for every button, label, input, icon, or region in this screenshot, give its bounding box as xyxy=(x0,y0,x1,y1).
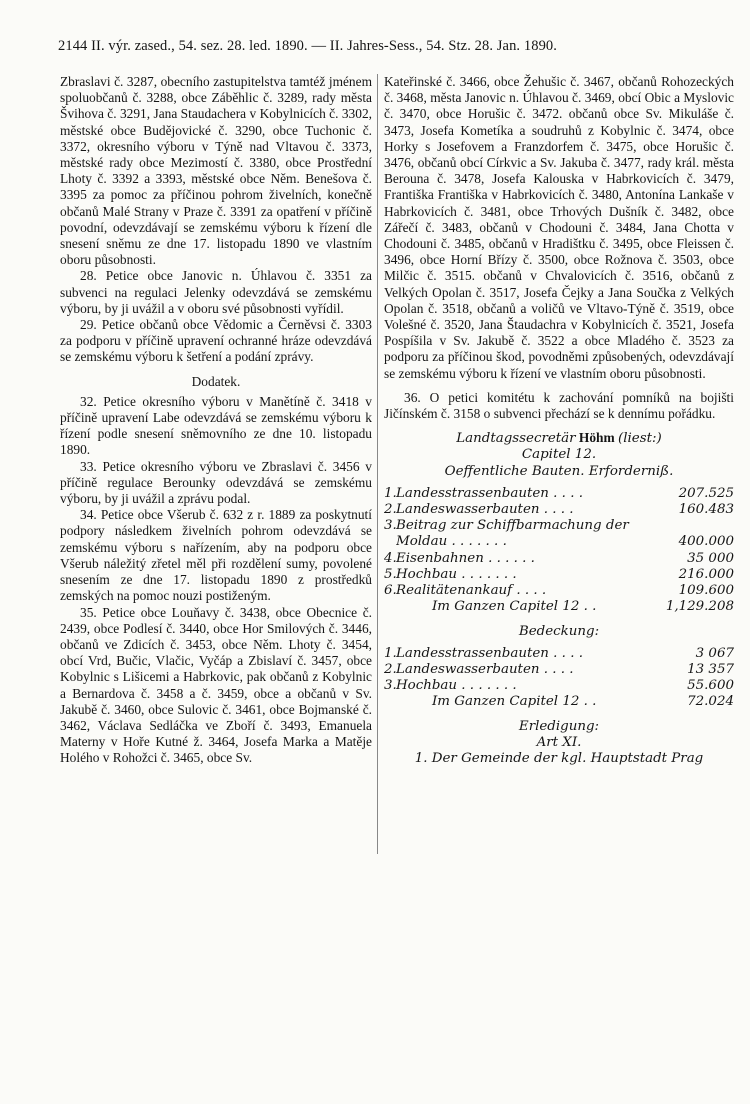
budget-row: 1. Landesstrassenbauten . . . . 207.525 xyxy=(384,485,734,501)
petition-35: 35. Petice obce Louňavy č. 3438, obce Obecnice č. 2439, obce Podlesí č. 3440, obce Hor Smilových č. 3446, občanů ve Zdicích č. 3453, obce Něm. Lhoty č. 3454, obcí Vrd, Bučic, Vlačic, Vyčáp a Zbislaví č. 3457, obce Kobylnic s Lišicemi a Habrkovic, pak občanů z Kobylnic a Bernardova č. 3458 a č. 3459, obce a občanů v Sv. Jakubě č. 3460, obce Sulovic č. 3461, obce Bojmanské č. 3462, Václava Sedláčka ve Zboří č. 3493, Emanuela Materny v Hoře Kutné ž. 3464, Josefa Marka a Matěje Holého v Rohožci č. 3465, obce Sv. xyxy=(60,604,372,766)
petition-28: 28. Petice obce Janovic n. Úhlavou č. 3351 za subvenci na regulaci Jelenky odevzdává se zemskému výboru, by ji uvážil a v oboru své působnosti vyřídil. xyxy=(60,268,372,316)
budget-row: 2. Landeswasserbauten . . . . 160.483 xyxy=(384,502,734,518)
budget-total: Im Ganzen Capitel 12 . . 1,129.208 xyxy=(432,599,734,615)
petition-29: 29. Petice občanů obce Vědomic a Černěvsi č. 3303 za podporu v příčině upravení ochranné hráze odevzdává se zemskému výboru k šetření a podání zprávy. xyxy=(60,317,372,365)
reader-name: Höhm xyxy=(578,430,615,446)
chapter-title: Capitel 12. xyxy=(521,447,597,463)
settlement-heading: Erledigung: xyxy=(518,718,600,734)
cover-total: Im Ganzen Capitel 12 . . 72.024 xyxy=(432,694,734,710)
last-line: 1. Der Gemeinde der kgl. Hauptstadt Prag xyxy=(414,750,704,766)
cover-row: 1. Landesstrassenbauten . . . . 3 067 xyxy=(384,645,734,661)
cover-table xyxy=(384,646,734,711)
petition-32: 32. Petice okresního výboru v Manětíně č. 3418 v příčině upravení Labe odevzdává se zemskému výboru k řízení podle snesení sněmovního ze dne 10. listopadu 1890. xyxy=(60,393,372,458)
cover-heading: Bedeckung: xyxy=(518,623,600,639)
reader-title: Landtagssecretär xyxy=(456,431,576,447)
article-heading: Art XI. xyxy=(536,734,582,750)
petition-36: 36. O petici komitétu k zachování pomníků na bojišti Jičínském č. 3158 o subvenci přechází se k dennímu pořádku. xyxy=(384,389,734,422)
cover-row: 3. Hochbau . . . . . . . 55.600 xyxy=(384,678,734,694)
budget-table xyxy=(384,486,734,616)
petition-34: 34. Petice obce Všerub č. 632 z r. 1889 za poskytnutí podpory následkem živelních pohrom odevzdává se zemskému výboru s nařízením, aby na podporu obce Všerub náležitý zřetel měl při rozdělení sumy, povolené snesením ze dne 17. listopadu 1890 z prostředků zemských na pomoc nouzi postiženým. xyxy=(60,507,372,604)
reader-line xyxy=(384,430,734,447)
page-header: 2144 II. výr. zased., 54. sez. 28. led. 1890. — II. Jahres-Sess., 54. Stz. 28. Jan. 1890. xyxy=(58,38,558,54)
budget-row: 5. Hochbau . . . . . . . 216.000 xyxy=(384,566,734,582)
budget-row: 3. Beitrag zur Schiffbarmachung der xyxy=(384,518,629,534)
budget-row: 4. Eisenbahnen . . . . . . 35 000 xyxy=(384,550,734,566)
right-column xyxy=(384,74,734,767)
budget-row: Moldau . . . . . . . 400.000 xyxy=(396,534,734,550)
right-paragraph: Kateřinské č. 3466, obce Žehušic č. 3467, občanů Rohozeckých č. 3468, města Janovic n. Úhlavou č. 3469, obcí Obic a Myslovic č. 3470, obce Horušic č. 3472. občanů obce Sv. Mikuláše č. 3473, Josefa Kometíka a soudruhů z Kobylnic č. 3474, obce Horky s Josefovem a Franzdorfem č. 3475, obce Horušic č. 3476, občanů obcí Církvic a Sv. Jakuba č. 3477, rady král. města Berouna č. 3478, Josefa Kalouska v Habrkovicích č. 3479, Františka Františka v Habrkovicích č. 3480, Antonína Lankaše v Habrkovicích č. 3481, obce Trhových Dušník č. 3482, obce Zářečí č. 3483, občanů v Chodouni č. 3484, Jana Chotta v Chodouni č. 3485, občanů v Hradištku č. 3495, obce Fleissen č. 3496, obce Horní Břízy č. 3500, obce Rožnova č. 3503, obce Milčic č. 3515. občanů v Chvalovicích č. 3516, občanů z Velkých Opolan č. 3517, Josefa Čejky a Jana Součka z Velkých Opolan č. 3518, občanů a voličů ve Vltavo-Týně č. 3519, obce Volešné č. 3520, Jana Štaudachra v Kobylnicích č. 3521, Josefa Pospíšila v Sv. Jakubě č. 3522 a obce Mladého č. 3523 za podporu za příčinou škod, povodněmi způsobených, odevzdávají se zemskému výboru k řízení ve vlastním oboru působnosti. xyxy=(384,74,734,381)
left-paragraph: Zbraslavi č. 3287, obecního zastupitelstva tamtéž jménem spoluobčanů č. 3288, obce Záběhlic č. 3289, rady města Švihova č. 3291, Jana Staudachera v Kobylnicích č. 3302, městské obce Budějovické č. 3290, obce Tuchonic č. 3372, okresního výboru v Týně nad Vltavou č. 3373, městské rady obce Mezimostí č. 3380, obce Prostřední Lhoty č. 3392 a 3393, městské obce Něm. Benešova č. 3395 za pomoc za příčinou pohrom živelních, konečně občanů Malé Strany v Praze č. 3391 za opatření v příčině povodní, odevzdávají se zemskému výboru k řízení dle snesení sněmu ze dne 17. listopadu 1890 ve vlastním oboru působnosti. xyxy=(60,74,372,268)
column-divider xyxy=(377,74,378,854)
budget-row: 6. Realitätenankauf . . . . 109.600 xyxy=(384,583,734,599)
budget-heading: Oeffentliche Bauten. Erforderniß. xyxy=(444,463,674,479)
section-heading-dodatek: Dodatek. xyxy=(191,373,241,389)
left-column xyxy=(60,74,372,767)
reader-suffix: (liest:) xyxy=(618,431,662,447)
cover-row: 2. Landeswasserbauten . . . . 13 357 xyxy=(384,661,734,677)
petition-33: 33. Petice okresního výboru ve Zbraslavi č. 3456 v příčině regulace Berounky odevzdává se zemskému výboru, by ji uvážil a zprávu podal. xyxy=(60,458,372,507)
